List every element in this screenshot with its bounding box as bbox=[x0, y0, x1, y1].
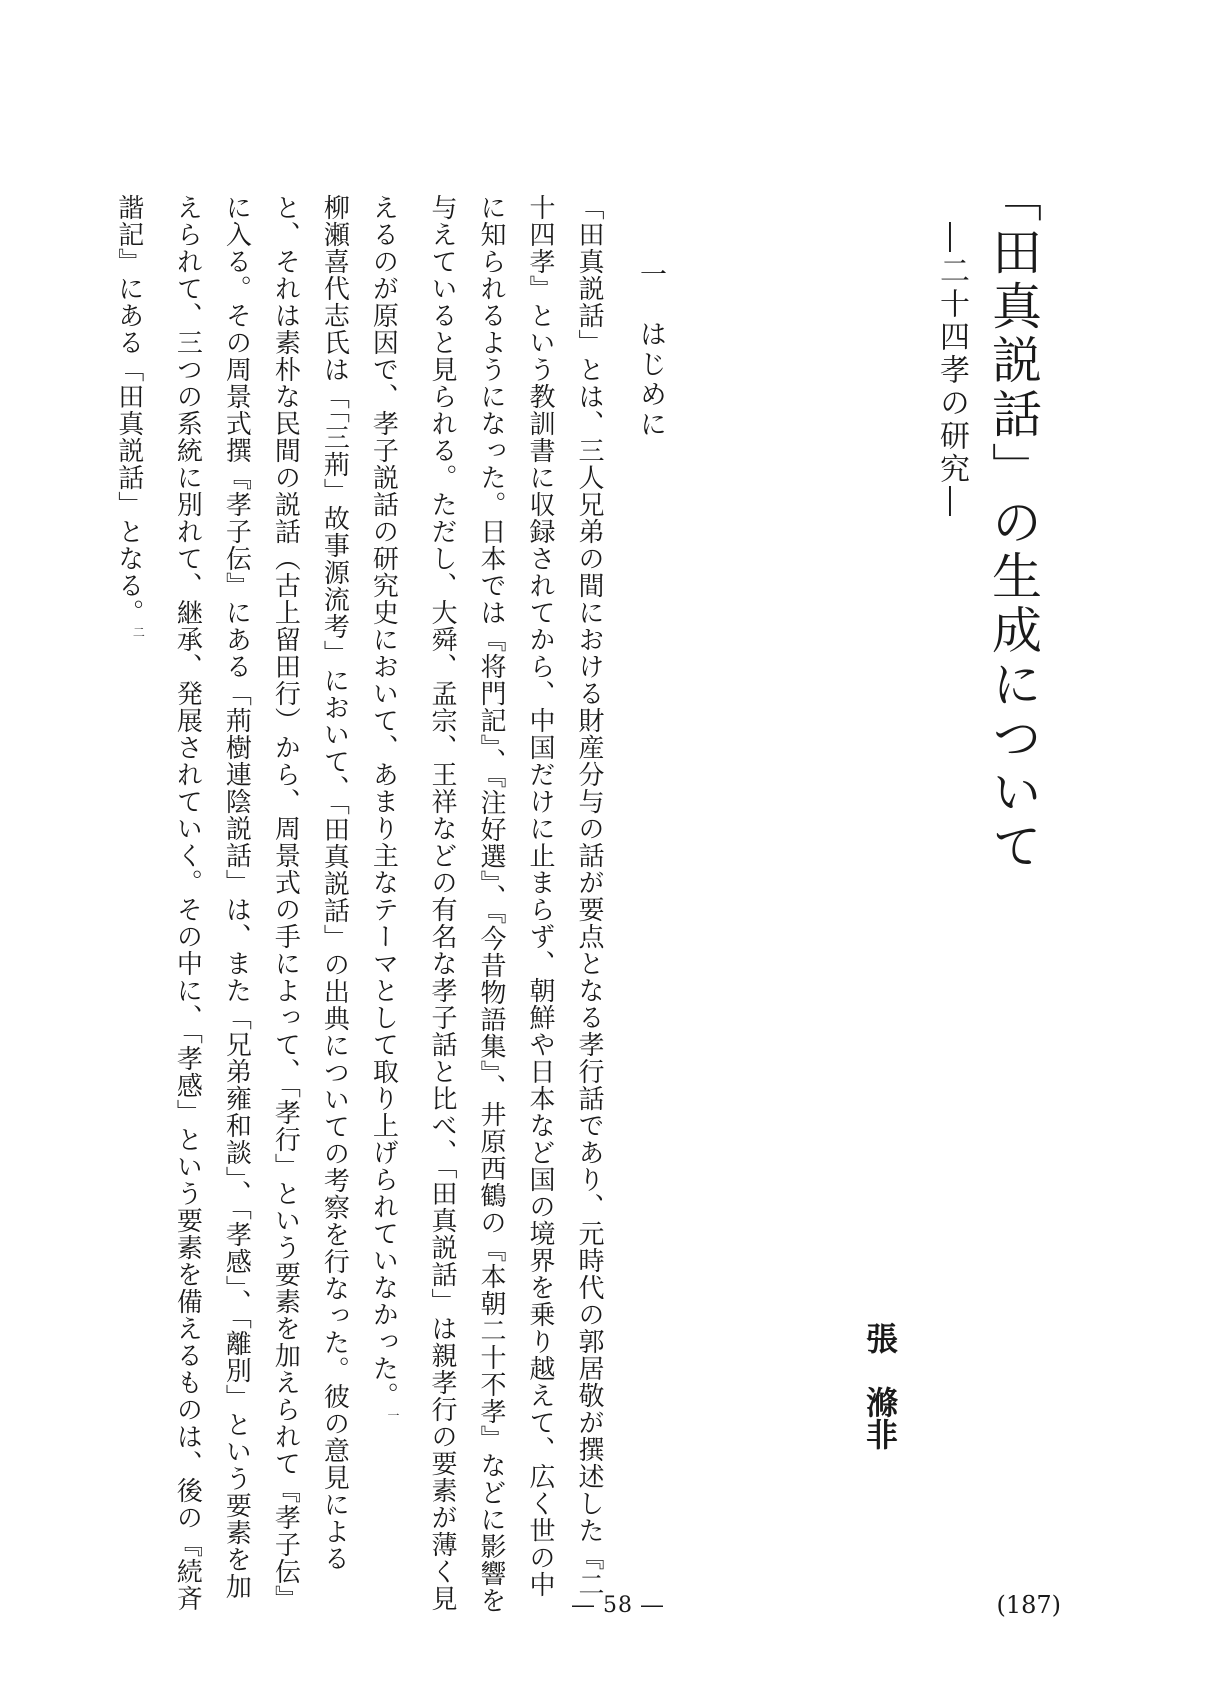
article-subtitle: ―二十四孝の研究― bbox=[934, 222, 969, 519]
note-mark-2: 二 bbox=[131, 626, 146, 639]
author-given-name: 滌非 bbox=[861, 1386, 899, 1450]
page-number: (187) bbox=[996, 1591, 1061, 1619]
section-heading: 一 はじめに bbox=[635, 260, 666, 440]
article-title: 「田真説話」の生成について bbox=[984, 172, 1042, 874]
folio: ― 58 ― bbox=[572, 1593, 664, 1618]
paragraph-1: 「田真説話」とは、三人兄弟の間における財産分与の話が要点となる孝行話であり、元時代の郭居敬が撰述した『二十四孝』という教訓書に収録されてから、中国だけに止まらず、朝鮮や日本など国の境界を乗り越えて、広く世の中に知られるようになった。日本では『将門記』、『注好選』、『今昔物語集』、井原西鶴の『本朝二十不孝』などに影響を与えていると見られる。ただし、大舜、孟宗、王祥などの有名な孝子話と比べ、「田真説話」は親孝行の要素が薄く見えるのが原因で、孝子説話の研究史において、あまり主なテーマとして取り上げられていなかった。$^一$ bbox=[368, 194, 604, 1614]
note-mark-1: 一 bbox=[386, 1409, 400, 1422]
body-text bbox=[104, 194, 613, 1614]
author-name bbox=[860, 1322, 900, 1450]
paragraph-2: 柳瀬喜代志氏は「「三荊」故事源流考」において、「田真説話」の出典についての考察を行なった。彼の意見によると、それは素朴な民間の説話（古上留田行）から、周景式の手によって、「孝行」という要素を加えられて『孝子伝』に入る。その周景式撰『孝子伝』にある「荊樹連陰説話」は、また「兄弟雍和談」、「孝感」、「離別」という要素を加えられて、三つの系統に別れて、継承、発展されていく。その中に、「孝感」という要素を備えるものは、後の『続斉諧記』にある「田真説話」となる。$^二$ bbox=[113, 194, 350, 1612]
author-surname: 張 bbox=[861, 1322, 899, 1354]
